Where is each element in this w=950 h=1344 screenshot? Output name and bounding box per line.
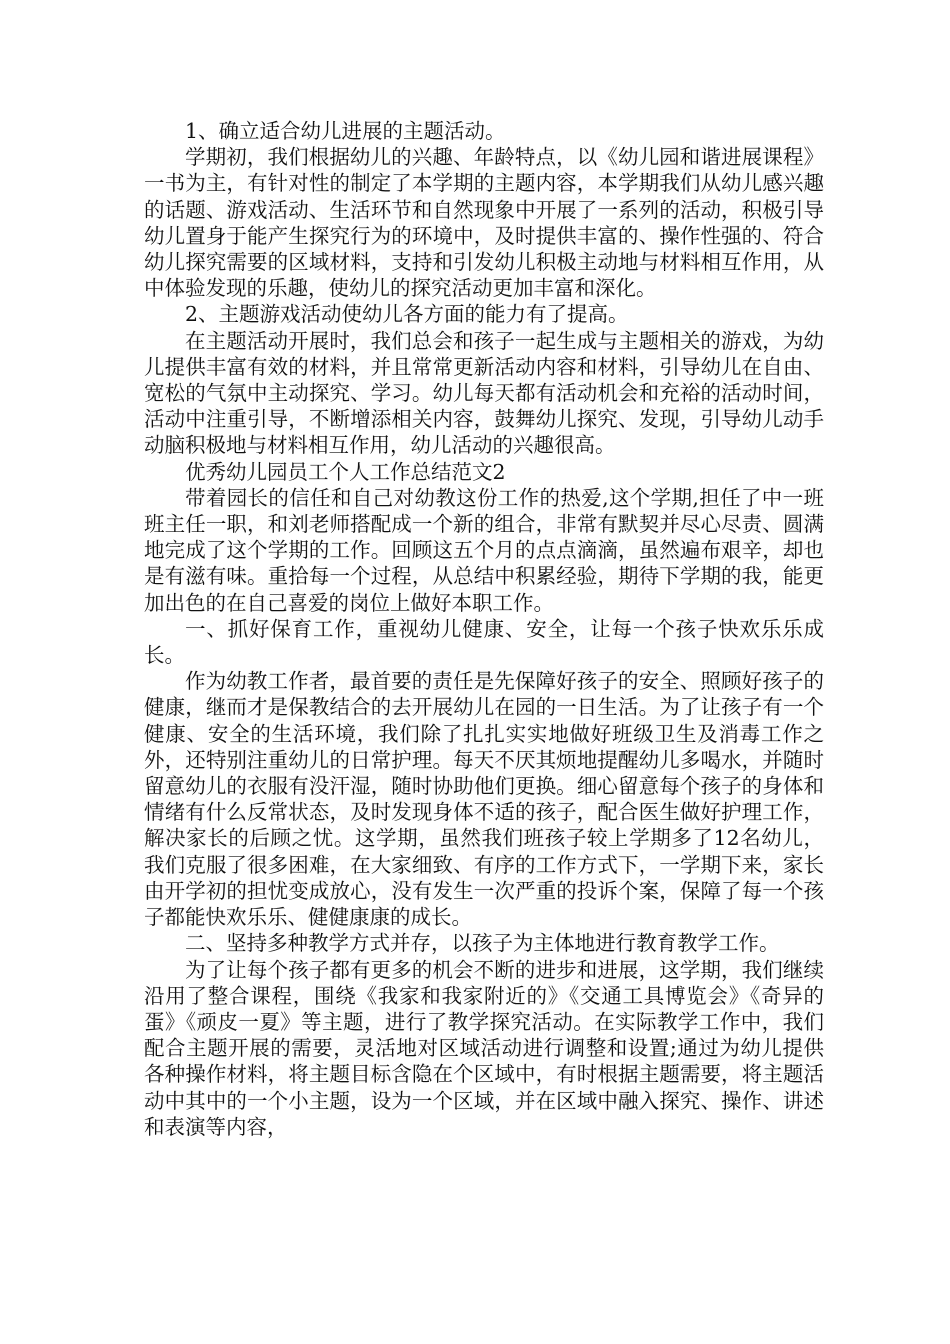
- section-title: 优秀幼儿园员工个人工作总结范文2: [185, 459, 506, 484]
- document-page: [144, 118, 824, 1140]
- paragraph-6: 带着园长的信任和自己对幼教这份工作的热爱,这个学期,担任了中一班班主任一职，和刘老师搭配成一个新的组合，非常有默契并尽心尽责、圆满地完成了这个学期的工作。回顾这五个月的点点滴滴，虽然遍布艰辛，却也是有滋有味。重拾每一个过程，从总结中积累经验，期待下学期的我，能更加出色的在自己喜爱的岗位上做好本职工作。: [144, 485, 824, 615]
- paragraph-4: 在主题活动开展时，我们总会和孩子一起生成与主题相关的游戏，为幼儿提供丰富有效的材料，并且常常更新活动内容和材料，引导幼儿在自由、宽松的气氛中主动探究、学习。幼儿每天都有活动机会和充裕的活动时间，活动中注重引导，不断增添相关内容，鼓舞幼儿探究、发现，引导幼儿动手动脑积极地与材料相互作用，幼儿活动的兴趣很高。: [144, 328, 824, 458]
- paragraph-10: 为了让每个孩子都有更多的机会不断的进步和进展，这学期，我们继续沿用了整合课程，围绕《我家和我家附近的》《交通工具博览会》《奇异的蛋》《顽皮一夏》等主题，进行了教学探究活动。在实际教学工作中，我们配合主题开展的需要，灵活地对区域活动进行调整和设置;通过为幼儿提供各种操作材料，将主题目标含隐在个区域中，有时根据主题需要，将主题活动中其中的一个小主题，设为一个区域，并在区域中融入探究、操作、讲述和表演等内容，: [144, 957, 824, 1139]
- paragraph-7-heading: 一、抓好保育工作，重视幼儿健康、安全，让每一个孩子快欢乐乐成长。: [144, 616, 824, 668]
- paragraph-9-heading: 二、坚持多种教学方式并存，以孩子为主体地进行教育教学工作。: [185, 931, 780, 956]
- paragraph-3-heading: 2、主题游戏活动使幼儿各方面的能力有了提高。: [185, 302, 629, 327]
- paragraph-1-heading: 1、确立适合幼儿进展的主题活动。: [185, 119, 506, 143]
- paragraph-8: 作为幼教工作者，最首要的责任是先保障好孩子的安全、照顾好孩子的健康，继而才是保教结合的去开展幼儿在园的一日生活。为了让孩子有一个健康、安全的生活环境，我们除了扎扎实实地做好班级卫生及消毒工作之外，还特别注重幼儿的日常护理。每天不厌其烦地提醒幼儿多喝水，并随时留意幼儿的衣服有没汗湿，随时协助他们更换。细心留意每个孩子的身体和情绪有什么反常状态，及时发现身体不适的孩子，配合医生做好护理工作，解决家长的后顾之忧。这学期，虽然我们班孩子较上学期多了12名幼儿，我们克服了很多困难，在大家细致、有序的工作方式下，一学期下来，家长由开学初的担忧变成放心，没有发生一次严重的投诉个案，保障了每一个孩子都能快欢乐乐、健健康康的成长。: [144, 669, 824, 930]
- paragraph-2: 学期初，我们根据幼儿的兴趣、年龄特点，以《幼儿园和谐进展课程》一书为主，有针对性的制定了本学期的主题内容，本学期我们从幼儿感兴趣的话题、游戏活动、生活环节和自然现象中开展了一系列的活动，积极引导幼儿置身于能产生探究行为的环境中，及时提供丰富的、操作性强的、符合幼儿探究需要的区域材料，支持和引发幼儿积极主动地与材料相互作用，从中体验发现的乐趣，使幼儿的探究活动更加丰富和深化。: [144, 145, 824, 301]
